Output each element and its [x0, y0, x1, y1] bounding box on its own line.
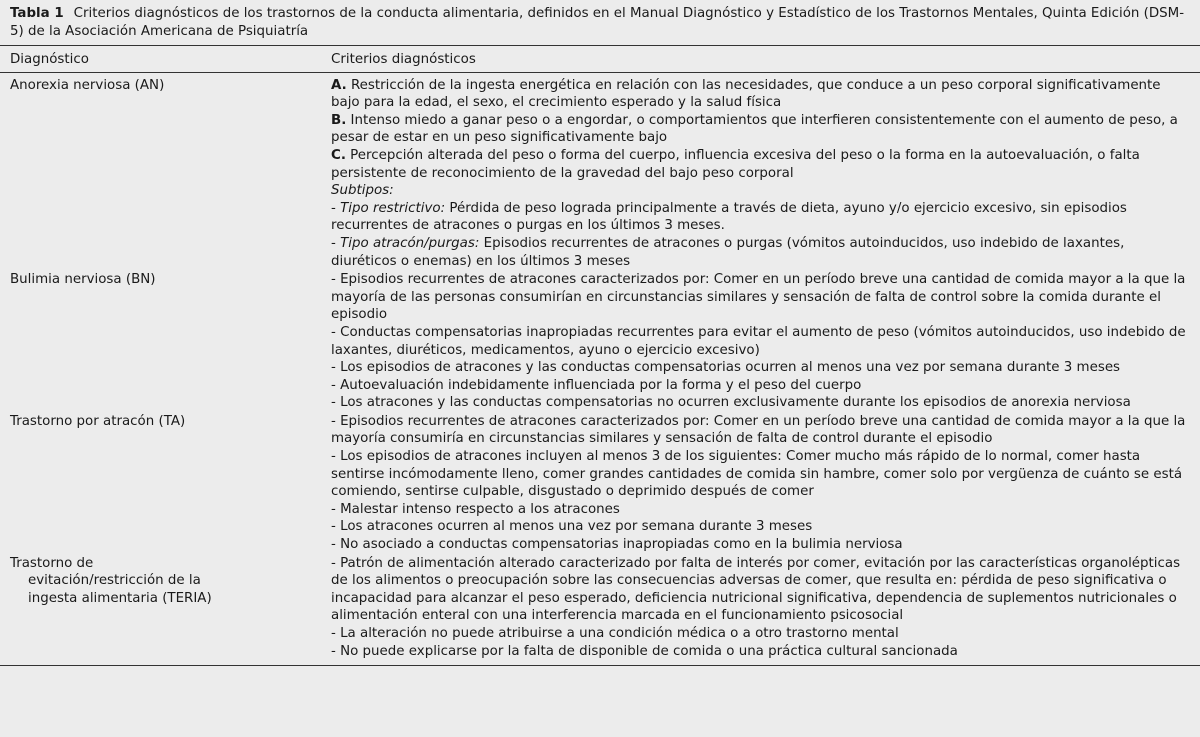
criterion-text: Episodios recurrentes de atracones o purgas (vómitos autoinducidos, uso indebido de laxantes, diuréticos o enemas) en los últimos 3 meses [331, 235, 1125, 269]
criterion-italic: Tipo restrictivo: [340, 200, 446, 216]
criterion-item [331, 625, 1192, 643]
criterion-item [331, 448, 1192, 501]
criterion-italic: Subtipos: [331, 183, 394, 199]
diagnosis-line: Trastorno por atracón (TA) [10, 413, 186, 429]
criterion-item [331, 271, 1192, 324]
criterion-item [331, 182, 1192, 200]
criterion-text: Pérdida de peso lograda principalmente a través de dieta, ayuno y/o ejercicio excesivo, sin episodios recurrentes de atracones o purgas en los últimos 3 meses. [331, 200, 1127, 234]
diagnosis-line: Bulimia nerviosa (BN) [10, 272, 156, 288]
table-header-row [0, 46, 1200, 73]
criterion-text: - No puede explicarse por la falta de disponible de comida o una práctica cultural sancionada [331, 643, 958, 659]
criterion-text: - Episodios recurrentes de atracones caracterizados por: Comer en un período breve una cantidad de comida mayor a la que la mayoría de las personas consumirían en circunstancias similares y sensación de falta de control sobre la comida durante el episodio [331, 272, 1186, 323]
criterion-item [331, 147, 1192, 182]
table-row [0, 412, 1200, 554]
table-row [0, 554, 1200, 661]
criterion-text: - La alteración no puede atribuirse a una condición médica o a otro trastorno mental [331, 626, 899, 641]
diagnosis-line: evitación/restricción de la [28, 573, 201, 589]
criterion-prefix: - [331, 235, 341, 251]
criterion-italic: Tipo atracón/purgas: [340, 235, 480, 251]
bottom-rule [0, 665, 1200, 666]
criterion-text: Percepción alterada del peso o forma del cuerpo, influencia excesiva del peso o la forma en la autoevaluación, o falta persistente de reconocimiento de la gravedad del bajo peso corporal [331, 147, 1140, 181]
diagnosis-line: Trastorno de [10, 555, 94, 571]
criterion-text: - No asociado a conductas compensatorias inapropiadas como en la bulimia nerviosa [331, 537, 903, 553]
criteria-cell [331, 77, 1200, 271]
criterion-item [331, 112, 1192, 147]
criterion-item [331, 377, 1192, 395]
caption-text: Criterios diagnósticos de los trastornos de la conducta alimentaria, definidos en el Manual Diagnóstico y Estadístico de los Trastornos Mentales, Quinta Edición (DSM-5) de la Asociación Americana de Psiquiatría [10, 6, 1185, 39]
criterion-text: - Los episodios de atracones incluyen al menos 3 de los siguientes: Comer mucho más rápido de lo normal, comer hasta sentirse incómodamente lleno, comer grandes cantidades de comida sin hambre, comer solo por vergüenza de cuánto se está comiendo, sentirse culpable, disgustado o deprimido después de comer [331, 449, 1183, 500]
criterion-text: - Patrón de alimentación alterado caracterizado por falta de interés por comer, evitación por las características organolépticas de los alimentos o preocupación sobre las consecuencias adversas de comer, que resulta en: pérdida de peso significativa o incapacidad para alcanzar el peso esperado, deficiencia nutricional significativa, dependencia de suplementos nutricionales o alimentación enteral con una interferencia marcada en el funcionamiento psicosocial [331, 555, 1181, 624]
criterion-text: - Autoevaluación indebidamente influenciada por la forma y el peso del cuerpo [331, 377, 862, 393]
criterion-label: B. [331, 112, 347, 128]
criteria-cell [331, 271, 1200, 412]
diagnosis-cell [0, 555, 331, 661]
criterion-item [331, 394, 1192, 412]
criterion-item [331, 518, 1192, 536]
diagnosis-cell [0, 413, 331, 554]
header-criteria: Criterios diagnósticos [331, 52, 476, 67]
table-row [0, 270, 1200, 412]
criterion-label: A. [331, 77, 347, 93]
diagnosis-cell [0, 271, 331, 412]
diagnosis-cell [0, 77, 331, 271]
criterion-text: - Los atracones y las conductas compensatorias no ocurren exclusivamente durante los episodios de anorexia nerviosa [331, 395, 1131, 411]
criterion-item [331, 643, 1192, 661]
criterion-item [331, 324, 1192, 359]
criterion-item [331, 536, 1192, 554]
table-body [0, 73, 1200, 661]
criterion-item [331, 77, 1192, 112]
table-number: Tabla 1 [10, 6, 64, 21]
criterion-label: C. [331, 147, 346, 163]
criterion-item [331, 200, 1192, 235]
criterion-item [331, 413, 1192, 448]
criterion-text: - Los atracones ocurren al menos una vez por semana durante 3 meses [331, 519, 813, 535]
criterion-text: - Episodios recurrentes de atracones caracterizados por: Comer en un período breve una cantidad de comida mayor a la que la mayoría consumiría en circunstancias similares y sensación de falta de control durante el episodio [331, 413, 1186, 447]
criterion-text: Intenso miedo a ganar peso o a engordar, o comportamientos que interfieren consistentemente con el aumento de peso, a pesar de estar en un peso significativamente bajo [331, 112, 1178, 146]
criterion-text: - Conductas compensatorias inapropiadas recurrentes para evitar el aumento de peso (vómitos autoinducidos, uso indebido de laxantes, diuréticos, medicamentos, ayuno o ejercicio excesivo) [331, 324, 1186, 358]
criterion-item [331, 501, 1192, 519]
criteria-cell [331, 555, 1200, 661]
criterion-item [331, 235, 1192, 270]
criterion-item [331, 555, 1192, 625]
criteria-cell [331, 413, 1200, 554]
diagnosis-line: Anorexia nerviosa (AN) [10, 77, 165, 93]
criterion-item [331, 359, 1192, 377]
header-diagnosis: Diagnóstico [10, 52, 89, 67]
criterion-text: Restricción de la ingesta energética en relación con las necesidades, que conduce a un peso corporal significativamente bajo para la edad, el sexo, el crecimiento esperado y la salud física [331, 77, 1161, 111]
table-row [0, 76, 1200, 271]
criterion-text: - Malestar intenso respecto a los atracones [331, 501, 620, 517]
criterion-prefix: - [331, 200, 341, 216]
criterion-text: - Los episodios de atracones y las conductas compensatorias ocurren al menos una vez por semana durante 3 meses [331, 360, 1121, 376]
table-caption [0, 0, 1200, 45]
diagnosis-line: ingesta alimentaria (TERIA) [28, 590, 212, 606]
